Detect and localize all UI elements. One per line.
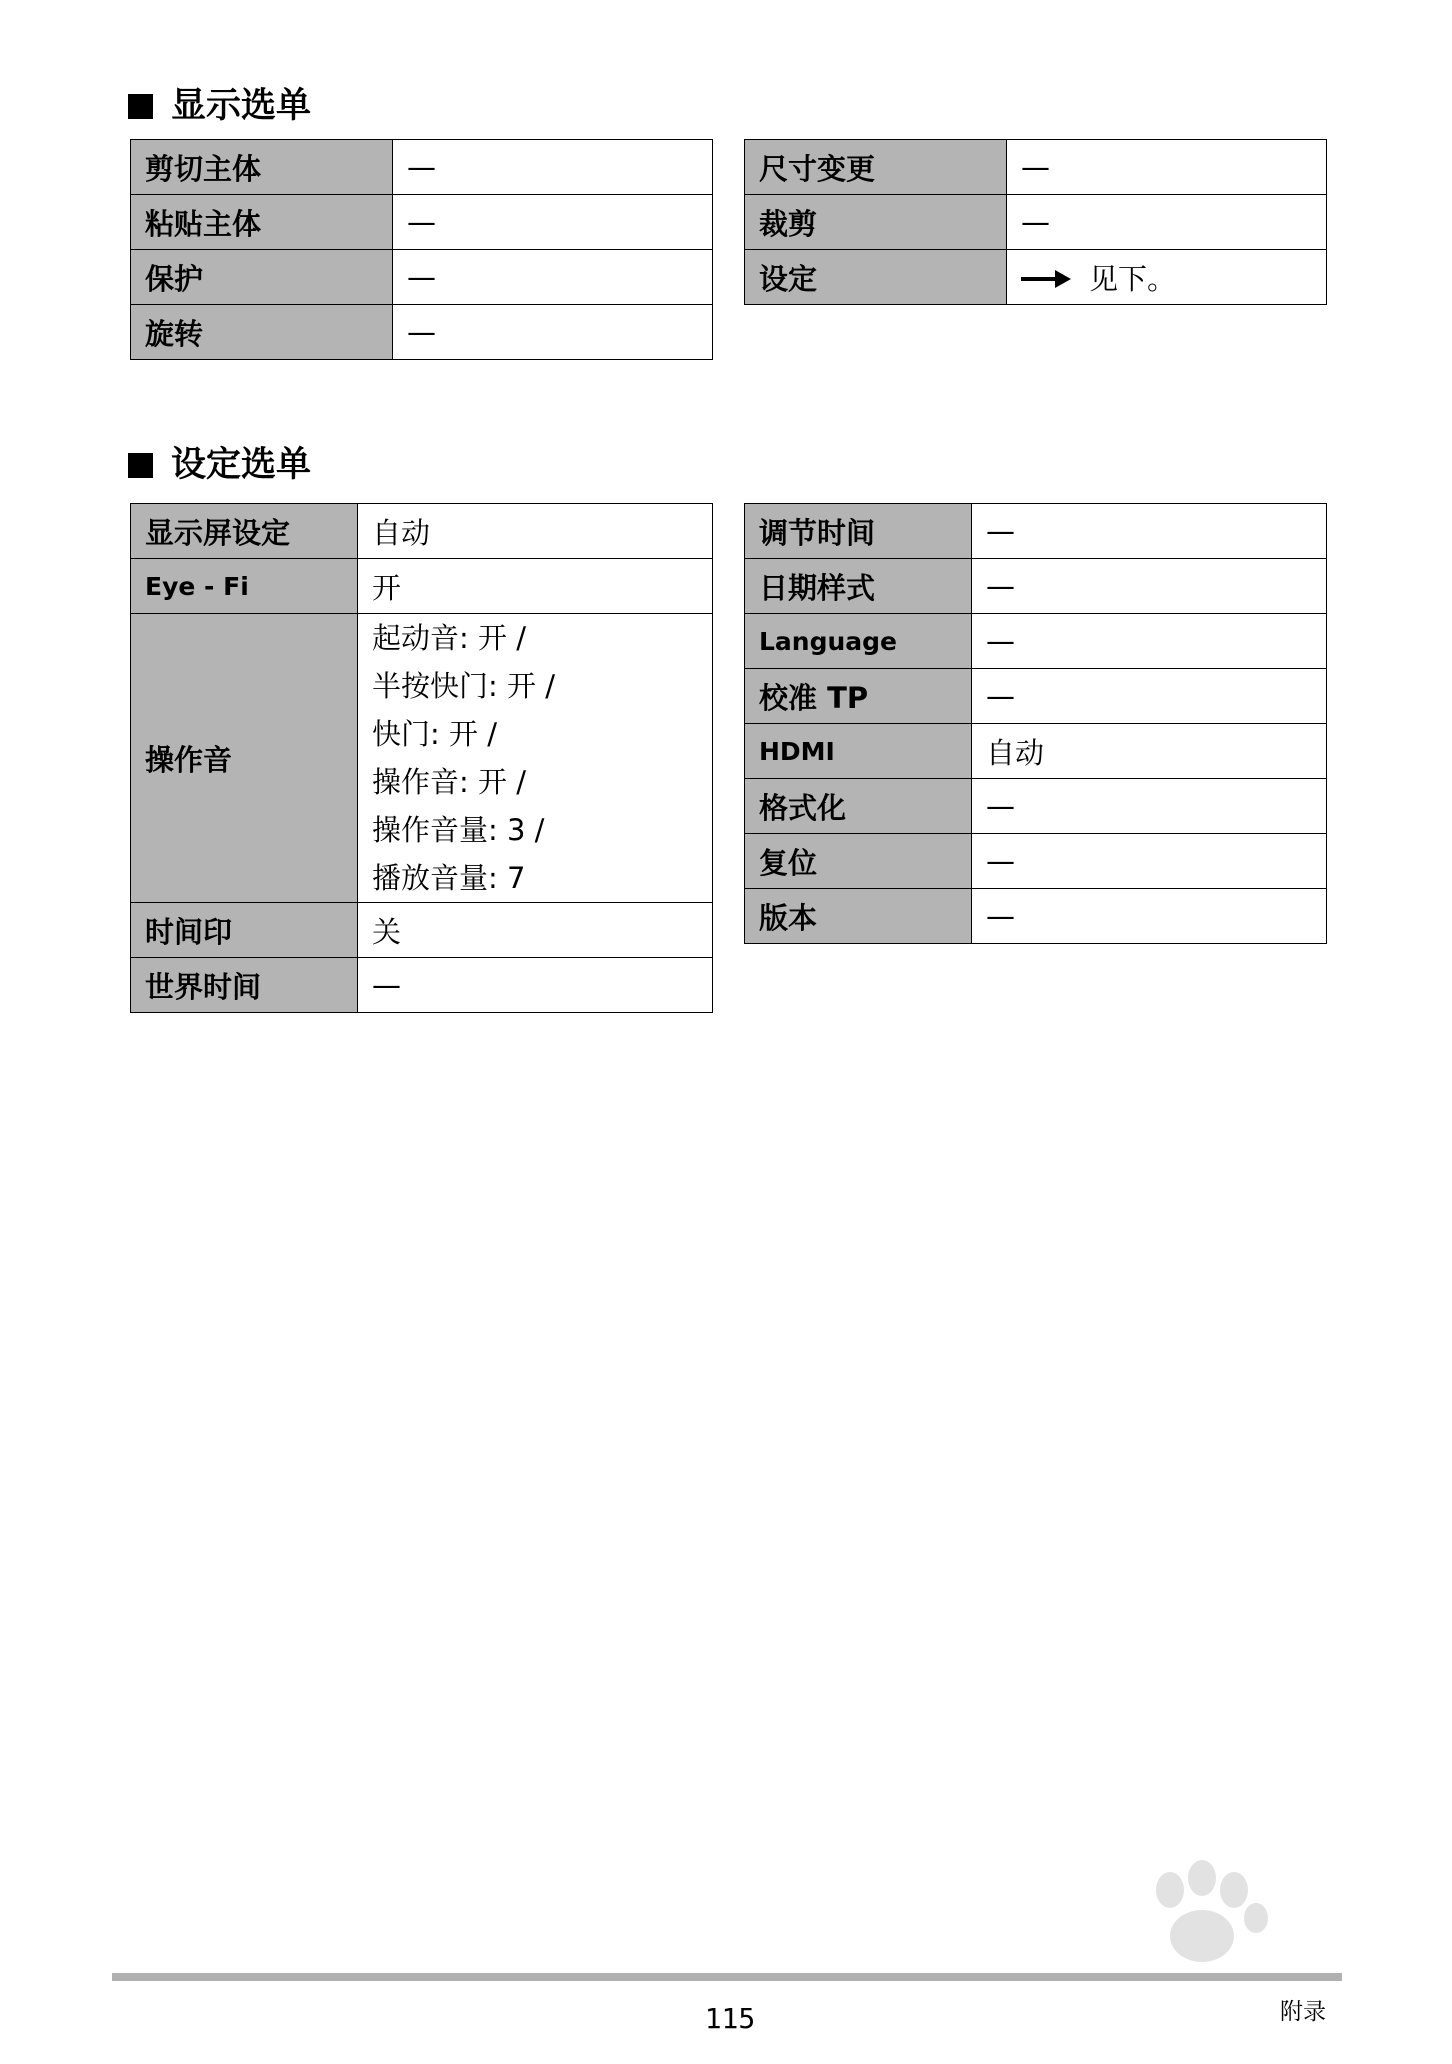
table-row <box>131 140 713 195</box>
row-key: 校准 TP <box>745 669 972 724</box>
see-below-text: 见下。 <box>1089 261 1177 296</box>
table-row <box>131 903 713 958</box>
table-row <box>745 614 1327 669</box>
row-value: — <box>972 559 1327 614</box>
row-value: — <box>972 669 1327 724</box>
row-key: 粘贴主体 <box>131 195 393 250</box>
row-key: 调节时间 <box>745 504 972 559</box>
table-row <box>745 779 1327 834</box>
table-row <box>745 559 1327 614</box>
row-value: — <box>972 504 1327 559</box>
sound-line: 快门: 开 / <box>372 717 497 751</box>
sound-line: 播放音量: 7 <box>372 861 526 895</box>
row-value: — <box>393 250 713 305</box>
row-key: 时间印 <box>131 903 358 958</box>
row-key: Eye - Fi <box>131 559 358 614</box>
row-key: 设定 <box>745 250 1007 305</box>
display-menu-table-left <box>130 139 713 360</box>
table-row <box>745 889 1327 944</box>
table-row <box>745 195 1327 250</box>
row-key: 旋转 <box>131 305 393 360</box>
table-row <box>131 195 713 250</box>
settings-menu-title <box>128 443 311 487</box>
table-row <box>745 504 1327 559</box>
row-value: — <box>393 140 713 195</box>
row-key: 日期样式 <box>745 559 972 614</box>
section-label: 附录 <box>1280 1999 1326 2025</box>
row-key: 复位 <box>745 834 972 889</box>
row-value: — <box>1007 195 1327 250</box>
table-row <box>745 250 1327 305</box>
display-menu-table-right <box>744 139 1327 305</box>
row-value: — <box>972 889 1327 944</box>
table-row <box>745 724 1327 779</box>
row-value <box>1007 250 1327 305</box>
row-value: 开 <box>358 559 713 614</box>
table-row <box>131 250 713 305</box>
row-key: Language <box>745 614 972 669</box>
row-value: — <box>1007 140 1327 195</box>
table-row <box>131 559 713 614</box>
table-row <box>745 669 1327 724</box>
row-key: 格式化 <box>745 779 972 834</box>
row-key: 保护 <box>131 250 393 305</box>
row-value: 自动 <box>358 504 713 559</box>
row-value: — <box>972 614 1327 669</box>
display-menu-title <box>128 84 311 128</box>
black-square-icon <box>128 453 153 478</box>
table-row <box>745 140 1327 195</box>
row-key: 尺寸变更 <box>745 140 1007 195</box>
row-value: — <box>972 779 1327 834</box>
row-key: HDMI <box>745 724 972 779</box>
display-menu-title-text: 显示选单 <box>171 86 312 126</box>
table-row <box>131 305 713 360</box>
black-square-icon <box>128 94 153 119</box>
row-value: — <box>358 958 713 1013</box>
row-key: 剪切主体 <box>131 140 393 195</box>
row-key: 操作音 <box>131 614 358 903</box>
table-row <box>131 958 713 1013</box>
row-value: 自动 <box>972 724 1327 779</box>
table-row <box>131 614 713 903</box>
table-row <box>745 834 1327 889</box>
footer-rule <box>112 1973 1342 1981</box>
row-value: — <box>972 834 1327 889</box>
arrow-right-icon <box>1021 277 1067 281</box>
sound-line: 起动音: 开 / <box>372 621 526 655</box>
settings-menu-table-right <box>744 503 1327 944</box>
settings-menu-title-text: 设定选单 <box>171 445 312 485</box>
row-key: 裁剪 <box>745 195 1007 250</box>
sound-line: 操作音: 开 / <box>372 765 526 799</box>
sound-line: 半按快门: 开 / <box>372 669 555 703</box>
row-value: 关 <box>358 903 713 958</box>
row-key: 世界时间 <box>131 958 358 1013</box>
row-key: 版本 <box>745 889 972 944</box>
row-value-multiline <box>358 614 713 903</box>
row-value: — <box>393 305 713 360</box>
settings-menu-table-left <box>130 503 713 1013</box>
page-number: 115 <box>704 2002 756 2035</box>
sound-line: 操作音量: 3 / <box>372 813 545 847</box>
row-key: 显示屏设定 <box>131 504 358 559</box>
row-value: — <box>393 195 713 250</box>
table-row <box>131 504 713 559</box>
